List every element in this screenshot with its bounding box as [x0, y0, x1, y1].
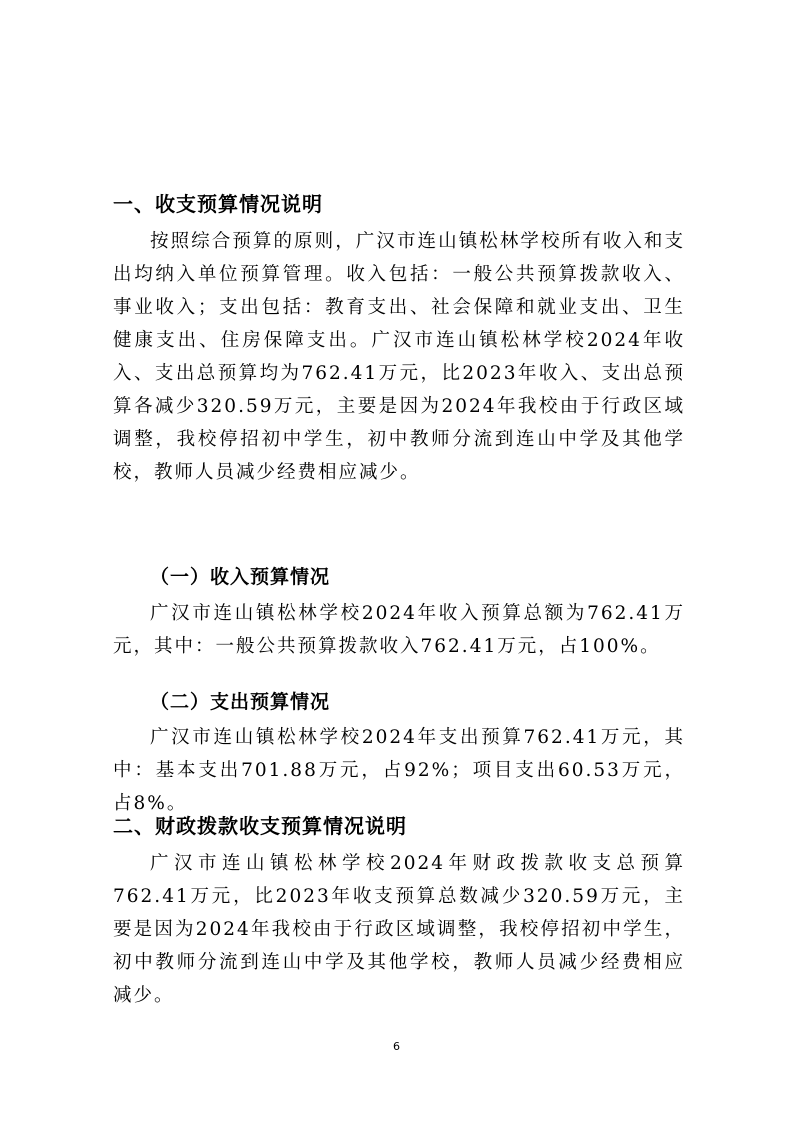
subsection-expenditure-paragraph: 广汉市连山镇松林学校2024年支出预算762.41万元，其中：基本支出701.88万元，占92%；项目支出60.53万元，占8%。: [113, 727, 685, 814]
subsection-income-paragraph: 广汉市连山镇松林学校2024年收入预算总额为762.41万元，其中：一般公共预算拨款收入762.41万元，占100%。: [113, 603, 685, 657]
section-1-paragraph: 按照综合预算的原则，广汉市连山镇松林学校所有收入和支出均纳入单位预算管理。收入包括：一般公共预算拨款收入、事业收入；支出包括：教育支出、社会保障和就业支出、卫生健康支出、住房保障支出。广汉市连山镇松林学校2024年收入、支出总预算均为762.41万元，比2023年收入、支出总预算各减少320.59万元，主要是因为2024年我校由于行政区域调整，我校停招初中学生，初中教师分流到连山中学及其他学校，教师人员减少经费相应减少。: [113, 231, 685, 483]
subsection-expenditure-heading: （二）支出预算情况: [150, 691, 331, 713]
section-1-heading: 一、收支预算情况说明: [113, 192, 323, 216]
section-2-heading: 二、财政拨款收支预算情况说明: [113, 814, 407, 838]
section-2-paragraph: 广汉市连山镇松林学校2024年财政拨款收支总预算762.41万元，比2023年收支预算总数减少320.59万元，主要是因为2024年我校由于行政区域调整，我校停招初中学生，初中教师分流到连山中学及其他学校，教师人员减少经费相应减少。: [113, 853, 685, 1006]
subsection-income-heading: （一）收入预算情况: [150, 566, 331, 588]
page-number: 6: [393, 1040, 400, 1053]
